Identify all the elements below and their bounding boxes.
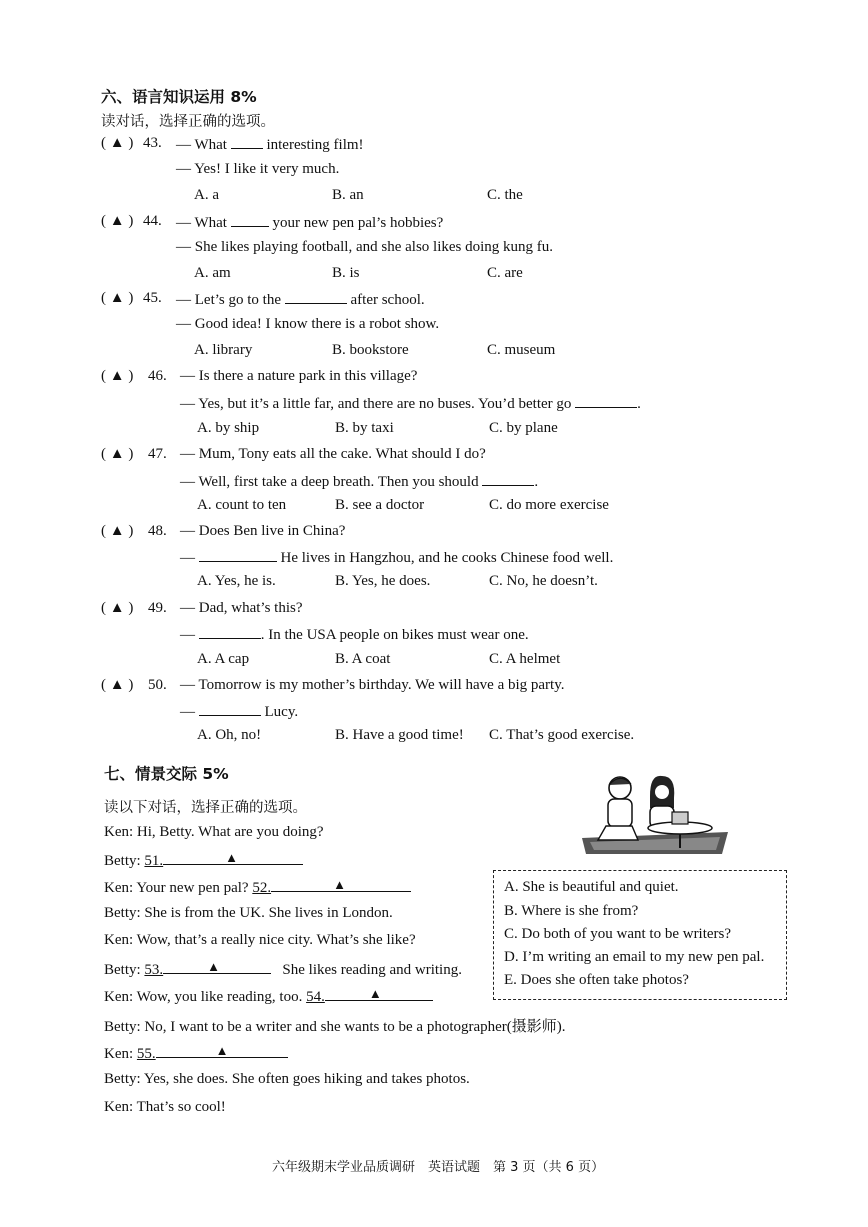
question-response: — She likes playing football, and she also likes doing kung fu. bbox=[176, 239, 554, 255]
option-b: B. Where is she from? bbox=[504, 903, 639, 919]
option-a: A. by ship bbox=[197, 420, 260, 436]
speaker: Betty: bbox=[104, 853, 141, 869]
question-response: Lucy. bbox=[264, 704, 299, 720]
question-text: — Let’s go to the bbox=[176, 292, 281, 308]
answer-mark: ( ▲ ) bbox=[101, 523, 134, 539]
dialogue-line: Ken: Wow, that’s a really nice city. What’s she like? bbox=[104, 932, 416, 948]
option-a: A. Yes, he is. bbox=[197, 573, 276, 589]
question-response: — bbox=[180, 550, 195, 566]
dialogue-line-51 bbox=[104, 851, 303, 870]
question-text: — What bbox=[176, 137, 227, 153]
option-b: B. A coat bbox=[335, 651, 391, 667]
answer-blank bbox=[482, 472, 534, 486]
option-a: A. am bbox=[194, 265, 231, 281]
answer-blank bbox=[231, 135, 263, 149]
answer-blank bbox=[199, 548, 277, 562]
question-number: 49. bbox=[148, 600, 167, 616]
option-c: C. A helmet bbox=[489, 651, 561, 667]
speaker: Ken: Wow, you like reading, too. bbox=[104, 989, 303, 1005]
triangle-icon: ▲ bbox=[225, 850, 239, 865]
answer-mark: ( ▲ ) bbox=[101, 446, 134, 462]
option-b: B. an bbox=[332, 187, 364, 203]
speaker: Ken: Your new pen pal? bbox=[104, 880, 249, 896]
blank-number: 51. bbox=[144, 853, 164, 869]
question-response: . bbox=[637, 396, 641, 412]
speaker: Betty: bbox=[104, 962, 141, 978]
option-b: B. Yes, he does. bbox=[335, 573, 431, 589]
question-response: — bbox=[180, 704, 195, 720]
question-response: — Yes! I like it very much. bbox=[176, 161, 340, 177]
answer-blank bbox=[575, 394, 637, 408]
children-illustration bbox=[580, 768, 730, 856]
blank-number: 54. bbox=[306, 989, 325, 1005]
triangle-icon: ▲ bbox=[207, 959, 221, 974]
answer-mark: ( ▲ ) bbox=[101, 600, 134, 616]
question-text: your new pen pal’s hobbies? bbox=[272, 215, 444, 231]
blank-number: 52. bbox=[252, 880, 272, 896]
question-text: — Tomorrow is my mother’s birthday. We will have a big party. bbox=[180, 677, 565, 693]
answer-blank bbox=[199, 702, 261, 716]
option-b: B. by taxi bbox=[335, 420, 394, 436]
option-a: A. A cap bbox=[197, 651, 250, 667]
question-response: He lives in Hangzhou, and he cooks Chinese food well. bbox=[280, 550, 614, 566]
question-text: — Dad, what’s this? bbox=[180, 600, 303, 616]
question-response: . In the USA people on bikes must wear one. bbox=[260, 627, 529, 643]
question-number: 44. bbox=[143, 213, 162, 229]
answer-blank bbox=[163, 960, 271, 974]
option-c: C. are bbox=[487, 265, 523, 281]
dialogue-line-55 bbox=[104, 1044, 288, 1063]
question-text: — What bbox=[176, 215, 227, 231]
answer-mark: ( ▲ ) bbox=[101, 213, 134, 229]
dialogue-line: Ken: That’s so cool! bbox=[104, 1099, 226, 1115]
question-number: 48. bbox=[148, 523, 167, 539]
option-a: A. count to ten bbox=[197, 497, 287, 513]
option-d: D. I’m writing an email to my new pen pal. bbox=[504, 949, 765, 965]
section6-instruction: 读对话，选择正确的选项。 bbox=[101, 114, 275, 130]
answer-mark: ( ▲ ) bbox=[101, 290, 134, 306]
dialogue-line-53 bbox=[104, 960, 462, 979]
answer-blank bbox=[163, 851, 303, 865]
option-c: C. the bbox=[487, 187, 523, 203]
option-b: B. bookstore bbox=[332, 342, 409, 358]
question-text: after school. bbox=[350, 292, 425, 308]
option-b: B. Have a good time! bbox=[335, 727, 464, 743]
answer-mark: ( ▲ ) bbox=[101, 135, 134, 151]
question-text: interesting film! bbox=[266, 137, 364, 153]
triangle-icon: ▲ bbox=[333, 877, 346, 892]
question-response: — Well, first take a deep breath. Then you should bbox=[180, 474, 479, 490]
option-a: A. library bbox=[194, 342, 253, 358]
section6-title: 六、语言知识运用 8% bbox=[101, 88, 257, 106]
option-c: C. by plane bbox=[489, 420, 558, 436]
option-a: A. a bbox=[194, 187, 219, 203]
option-c: C. That’s good exercise. bbox=[489, 727, 635, 743]
dialogue-line: Ken: Hi, Betty. What are you doing? bbox=[104, 824, 324, 840]
option-a: A. She is beautiful and quiet. bbox=[504, 879, 679, 895]
question-number: 47. bbox=[148, 446, 167, 462]
section7-instruction: 读以下对话，选择正确的选项。 bbox=[104, 800, 307, 816]
triangle-icon: ▲ bbox=[368, 986, 382, 1001]
option-c: C. Do both of you want to be writers? bbox=[504, 926, 732, 942]
option-b: B. is bbox=[332, 265, 360, 281]
question-text: — Is there a nature park in this village? bbox=[180, 368, 418, 384]
blank-number: 55. bbox=[136, 1046, 156, 1062]
question-text: — Mum, Tony eats all the cake. What should I do? bbox=[180, 446, 486, 462]
section7-title: 七、情景交际 5% bbox=[104, 765, 229, 783]
speaker: Ken: bbox=[104, 1046, 134, 1062]
question-response: . bbox=[534, 474, 539, 490]
question-number: 43. bbox=[143, 135, 162, 151]
dialogue-continuation: She likes reading and writing. bbox=[282, 962, 462, 978]
question-response: — Good idea! I know there is a robot show. bbox=[176, 316, 440, 332]
question-number: 45. bbox=[143, 290, 162, 306]
answer-mark: ( ▲ ) bbox=[101, 677, 134, 693]
question-number: 50. bbox=[148, 677, 167, 693]
option-e: E. Does she often take photos? bbox=[504, 972, 689, 988]
dialogue-line-52 bbox=[104, 878, 411, 897]
dialogue-line: Betty: Yes, she does. She often goes hiking and takes photos. bbox=[104, 1071, 470, 1087]
question-response: — bbox=[180, 627, 195, 643]
answer-blank bbox=[156, 1044, 288, 1058]
option-c: C. do more exercise bbox=[489, 497, 609, 513]
question-number: 46. bbox=[148, 368, 167, 384]
options-box bbox=[493, 870, 787, 1000]
option-c: C. No, he doesn’t. bbox=[489, 573, 598, 589]
dialogue-line-54 bbox=[104, 987, 433, 1006]
triangle-icon: ▲ bbox=[215, 1043, 229, 1058]
blank-number: 53. bbox=[144, 962, 164, 978]
option-b: B. see a doctor bbox=[335, 497, 425, 513]
answer-blank bbox=[325, 987, 433, 1001]
answer-blank bbox=[271, 878, 411, 892]
question-response: — Yes, but it’s a little far, and there are no buses. You’d better go bbox=[180, 396, 572, 412]
answer-blank bbox=[231, 213, 269, 227]
answer-blank bbox=[199, 625, 261, 639]
answer-mark: ( ▲ ) bbox=[101, 368, 134, 384]
dialogue-line: Betty: She is from the UK. She lives in London. bbox=[104, 905, 393, 921]
answer-blank bbox=[285, 290, 347, 304]
question-text: — Does Ben live in China? bbox=[180, 523, 346, 539]
option-c: C. museum bbox=[487, 342, 556, 358]
option-a: A. Oh, no! bbox=[197, 727, 262, 743]
dialogue-line: Betty: No, I want to be a writer and she wants to be a photographer(摄影师). bbox=[104, 1019, 566, 1035]
page-footer: 六年级期末学业品质调研 英语试题 第 3 页（共 6 页） bbox=[272, 1160, 605, 1175]
